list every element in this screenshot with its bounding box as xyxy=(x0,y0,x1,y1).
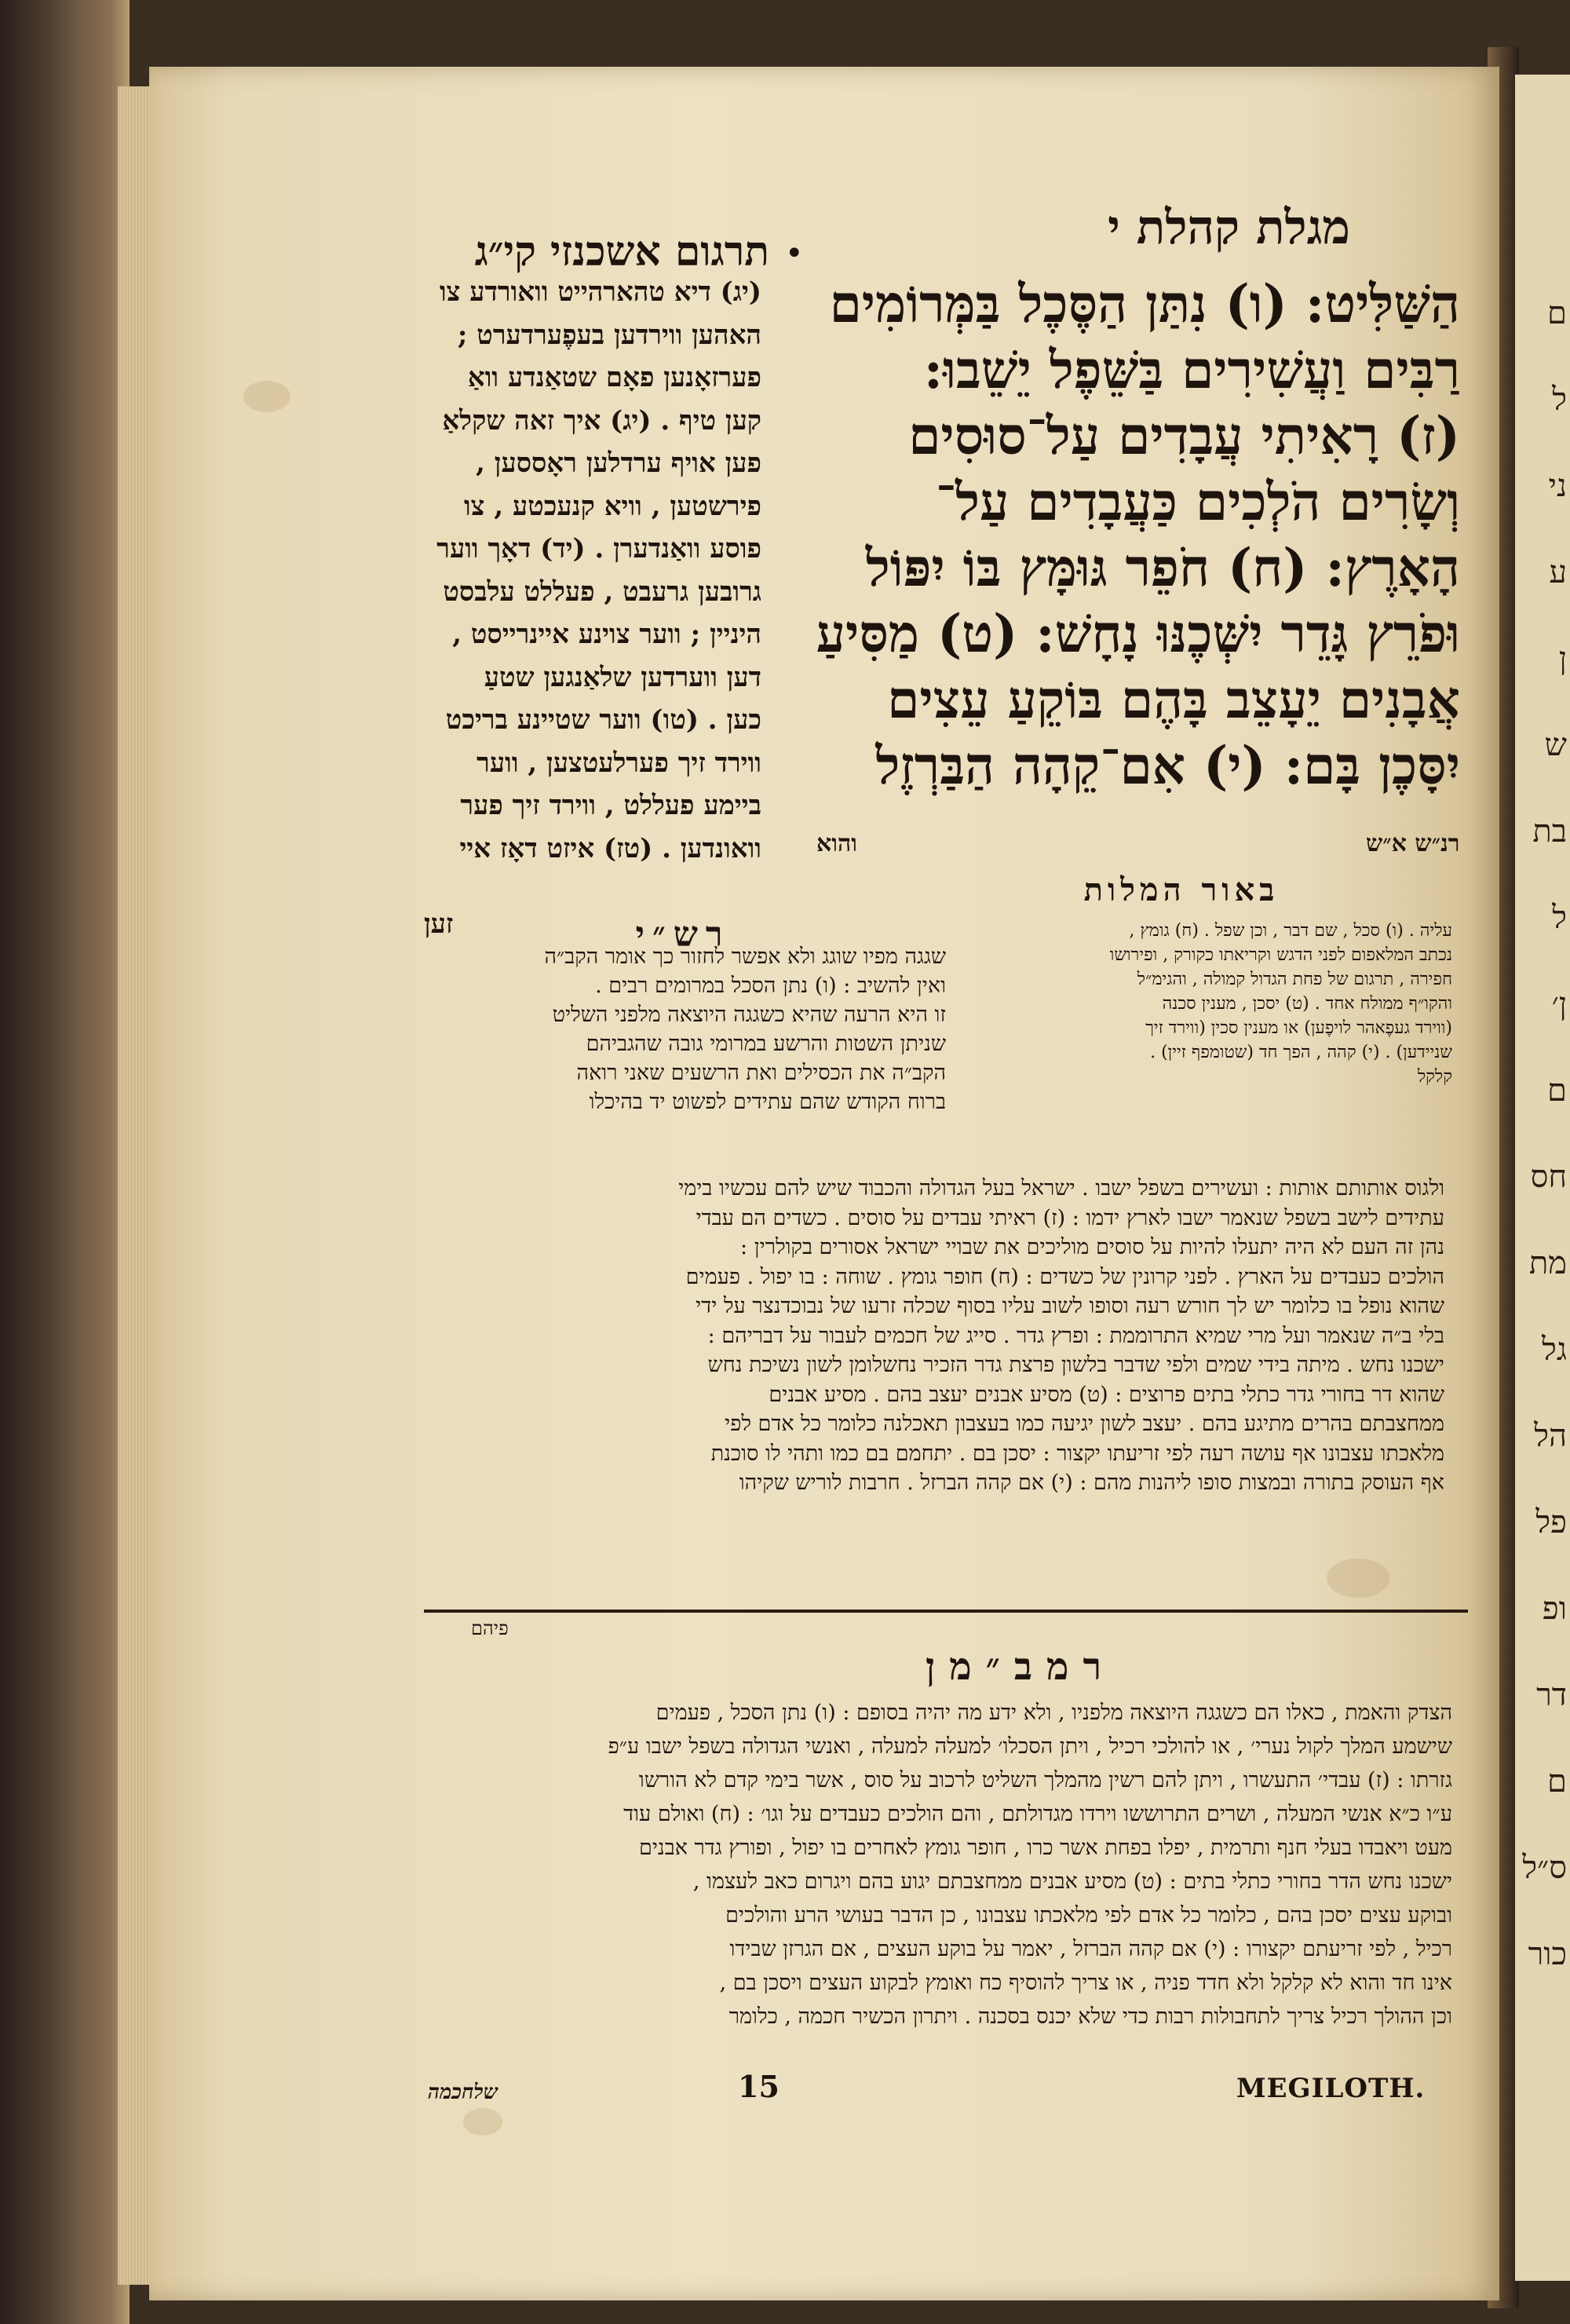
ramban-commentary xyxy=(392,1696,1452,2034)
commentary-line: בלי ב״ה שנאמר ועל מרי שמיא התרוממת : ופרץ גדר . סייג של חכמים לעבור על דבריהם : xyxy=(707,1323,1444,1348)
signature-note: רנ״ש א״ש xyxy=(1366,830,1460,857)
commentary-line: ולגוס אותותם אותות : ועשירים בשפל ישבו . ישראל בעל הגדולה והכבוד שיש להם עכשיו בימי xyxy=(678,1176,1444,1200)
commentary-line: והקו״ף ממולח אחד . (ט) יסכן , מענין סכנה xyxy=(1162,994,1452,1014)
commentary-line: נכתב המלאפום לפני הדגש וקריאתו כקורק , ופירושו xyxy=(1109,945,1452,965)
catchword: והוא xyxy=(816,830,857,857)
translation-line: וואונדען . (טז) איזט דאָז איי xyxy=(459,832,761,864)
translation-line: דען ווערדען שלאַנגען שטעַ xyxy=(484,661,761,693)
biur-heading: באור המלות xyxy=(1083,872,1280,908)
commentary-line: ברוח הקודש שהם עתידים לפשוט יד בהיכלו xyxy=(589,1090,946,1114)
commentary-line: הצדק והאמת , כאלו הם כשגגה היוצאה מלפניו , ולא ידע מה יהיה בסופם : (ו) נתן הסכל , פעמים xyxy=(655,1701,1452,1725)
translation-line: כען . (טו) ווער שטיינע בריכט xyxy=(445,704,761,736)
adjacent-page-fragment: בת xyxy=(1532,813,1567,850)
biblical-text-line: (ז) רָאִיתִי עֲבָדִים עַל־סוּסִים xyxy=(908,405,1460,466)
biblical-text-line: רַבִּים וַעֲשִׁירִים בַּשֵּׁפֶל יֵשֵׁבוּ: xyxy=(923,339,1460,400)
adjacent-page-fragment: ם xyxy=(1547,1763,1567,1800)
adjacent-page-fragment: ני xyxy=(1548,468,1567,504)
adjacent-page-fragment: ופ xyxy=(1542,1591,1567,1627)
biblical-text-line: הָאָרֶץ: (ח) חֹפֵר גּוּמָּץ בּוֹ יִפּוֹל xyxy=(865,537,1460,598)
commentary-line: שגגה מפיו שוגג ולא אפשר לחזור כך אומר הקב״ה xyxy=(544,945,946,969)
commentary-line: הקב״ה את הכסילים ואת הרשעים שאני רואה xyxy=(576,1061,946,1085)
commentary-line: נהן זה העם לא היה יתעלו להיות על סוסים מוליכים את שבויי ישראל אסורים בקולרין : xyxy=(740,1235,1444,1259)
biblical-text-line: הַשַּׁלִּיט: (ו) נִתַּן הַסֶּכֶל בַּמְּרוֹמִים xyxy=(829,273,1460,334)
catchword: זען xyxy=(424,908,454,940)
running-head-translation: תרגום אשכנזי קי״ג xyxy=(474,228,769,276)
commentary-line: קלקל xyxy=(1417,1067,1452,1087)
commentary-line: אף העוסק בתורה ובמצות סופו ליהנות מהם : (י) אם קהה הברזל . חרבות לוריש שקיהו xyxy=(739,1471,1444,1495)
adjacent-page-fragment: ש xyxy=(1544,727,1567,763)
translation-line: פען אויף ערדלען ראָססען , xyxy=(476,448,761,479)
catchword: פיהם xyxy=(471,1617,509,1639)
adjacent-page-fragment: ע xyxy=(1549,554,1567,590)
translation-line: ווירד זיך פערלעטצען , ווער xyxy=(476,747,761,779)
printer-signature: MEGILOTH. xyxy=(1236,2073,1426,2104)
running-head-megillah: מגלת קהלת י xyxy=(1108,200,1350,255)
commentary-line: ישכנו נחש הדר בחורי כתלי בתים : (ט) מסיע אבנים ממחצבתם יגוע בהם ויגרום כאב לעצמו , xyxy=(692,1869,1452,1894)
translation-line: האהען ווירדען בעפֶערדערט ; xyxy=(457,319,761,351)
biblical-text-line: אֲבָנִים יֵעָצֵב בָּהֶם בּוֹקֵעַ עֵצִים xyxy=(887,669,1460,730)
commentary-line: שניידען) . (י) קהה , הפך חד (שטומפף זיין) . xyxy=(1150,1043,1452,1062)
adjacent-page-fragment: פל xyxy=(1535,1504,1567,1540)
adjacent-page-fragment: כור xyxy=(1528,1936,1567,1972)
adjacent-page-fragment: ן׳ xyxy=(1551,986,1567,1022)
commentary-line: שישמע המלך לקול נערי׳ , או להולכי רכיל , ויתן הסכלו׳ למעלה למעלה , ואנשי הגדולה בשפל ישבו ע״פ xyxy=(608,1734,1452,1759)
adjacent-page-fragment: חס xyxy=(1530,1159,1567,1195)
adjacent-page xyxy=(1515,75,1570,2281)
commentary-line: מלאכתו עצבונו אף עושה רעה לפי זריעתו יקצור : יסכן בם . יתחמם בם כמו ותהי לו סוכנת xyxy=(710,1441,1444,1466)
commentary-line: חפירה , תרגום של פחת הגדול קמולה , והגימ״ל xyxy=(1137,970,1452,989)
commentary-line: אינו חד והוא לא קלקל ולא חדד פניה , או צריך להוסיף כח ואומץ לבקוע העצים ויסכן בם , xyxy=(719,1971,1452,1995)
adjacent-page-fragment: ם xyxy=(1547,295,1567,331)
translation-line: ביימע פעללט , ווירד זיך פער xyxy=(460,790,761,821)
adjacent-page-fragment: ל xyxy=(1552,900,1567,936)
commentary-line: זו היא הרעה שהיא כשגגה היוצאה מלפני השליט xyxy=(552,1003,946,1027)
ramban-heading: רמב״מן xyxy=(925,1645,1116,1689)
adjacent-page-fragment: מת xyxy=(1528,1245,1567,1281)
commentary-line: שהוא דר בחורי גדר כתלי בתים פרוצים : (ט) מסיע אבנים יעצב בהם . מסיע אבנים xyxy=(769,1382,1444,1407)
translation-line: פוסע וואַנדערן . (יד) דאָך ווער xyxy=(436,533,761,565)
adjacent-page-fragment: ס״ל xyxy=(1522,1850,1567,1886)
commentary-line: שהוא נופל בו כלומר יש לך חורש רעה וסופו לשוב עליו בסוף שכלה זרעו של נבוכדנצר על ידי xyxy=(696,1294,1444,1318)
commentary-line: גזרתו : (ז) עבדי׳ התעשרו , ויתן להם רשין מהמלך השליט לרכוב על סוס , אשר בימי קדם לא הורשו xyxy=(638,1768,1452,1792)
rashi-heading: רש״י xyxy=(635,915,731,955)
adjacent-page-fragment: ל xyxy=(1552,382,1567,418)
commentary-line: ממחצבתם בהרים מתיגע בהם . יעצב לשון יגיעה כמו בעצבון תאכלנה כלומר כל אדם לפי xyxy=(725,1412,1444,1436)
adjacent-page-fragment: דר xyxy=(1536,1677,1567,1713)
rashi-commentary-top xyxy=(392,942,946,1116)
page-number: 15 xyxy=(738,2069,780,2104)
header-separator-dot: • xyxy=(785,236,804,272)
biblical-text-block xyxy=(785,271,1460,798)
translation-line: גרובען גרעבט , פעללט עלבסט xyxy=(443,576,761,608)
adjacent-page-fragment: ן xyxy=(1558,641,1567,677)
adjacent-page-fragment: ם xyxy=(1547,1072,1567,1109)
commentary-line: עתידים לישב בשפל שנאמר ישבו לארץ ידמו : (ז) ראיתי עבדים על סוסים . כשדים הם עבדי xyxy=(696,1205,1444,1230)
commentary-line: וכן ההולך רכיל צריך לתחבולות רבות כדי שלא יכנס בסכנה . ויתרון הכשיר חכמה , כלומר xyxy=(728,2004,1452,2029)
commentary-line: ע״ו כ״א אנשי המעלה , ושרים התרוששו וירדו מגדולתם , והם הולכים כעבדים על וגו׳ : (ח) ואולם עוד xyxy=(623,1802,1452,1826)
biur-commentary xyxy=(962,919,1452,1089)
adjacent-page-fragment: הל xyxy=(1534,1418,1567,1454)
german-translation-block xyxy=(392,271,761,870)
commentary-line: שניתן השטות והרשע במרומי גובה שהגביהם xyxy=(586,1032,946,1056)
commentary-line: ישכנו נחש . מיתה בידי שמים ולפי שדבר בלשון פרצת גדר הזכיר נחשלומן לשון נשיכת נחש xyxy=(707,1353,1444,1377)
rashi-commentary-full xyxy=(392,1174,1444,1498)
biblical-text-line: יִסָּכֶן בָּם: (י) אִם־קֵהָה הַבַּרְזֶל xyxy=(875,735,1460,796)
translation-line: היניין ; ווער צוינע איינרייסט , xyxy=(452,619,761,650)
book-binding xyxy=(0,0,130,2324)
commentary-line: ואין להשיב : (ו) נתן הסכל במרומים רבים . xyxy=(595,974,946,998)
adjacent-page-fragment: גל xyxy=(1542,1332,1567,1368)
commentary-line: רכיל , לפי זריעתם יקצורו : (י) אם קהה הברזל , יאמר על בוקע העצים , אם הגרזן שבידו xyxy=(729,1937,1452,1961)
translation-line: קען טיף . (יג) איך זאה שקלאַ xyxy=(442,404,761,437)
commentary-line: הולכים כעבדים על הארץ . לפני קרונין של כשדים : (ח) חופר גומץ . שוחה : בו יפול . פעמים xyxy=(685,1264,1444,1289)
section-divider xyxy=(424,1610,1468,1613)
commentary-line: ובוקע עצים יסכן בהם , כלומר כל אדם לפי מלאכתו עצבונו , כן הדבר בעושי הרע והולכים xyxy=(725,1903,1452,1928)
translation-line: פערזאָנען פאָם שטאַנדע וואַ xyxy=(467,362,761,393)
commentary-line: עליה . (ו) סכל , שם דבר , וכן שפל . (ח) גומץ , xyxy=(1129,921,1452,941)
biblical-text-line: וּפֹרֵץ גָּדֵר יִשְּׁכֶנּוּ נָחָשׁ: (ט) מַסִּיעַ xyxy=(816,603,1460,664)
translation-line: פירשטען , וויא קנעכטע , צו xyxy=(463,490,761,522)
biblical-text-line: וְשָׂרִים הֹלְכִים כַּעֲבָדִים עַל־ xyxy=(935,471,1460,532)
commentary-line: מעט ויאבדו בעלי חנף ותרמית , יפלו בפחת אשר כרו , חופר גומץ לאחרים בו יפול , ופורץ גדר אבנים xyxy=(638,1836,1452,1860)
commentary-line: (ווירד געפֶאהר לויפֶען) או מענין סכין (ווירד זיך xyxy=(1145,1018,1452,1038)
footer-catchword: שלחכמה xyxy=(428,2081,498,2104)
translation-line: (יג) דיא טהארהייט וואורדע צו xyxy=(439,276,761,308)
